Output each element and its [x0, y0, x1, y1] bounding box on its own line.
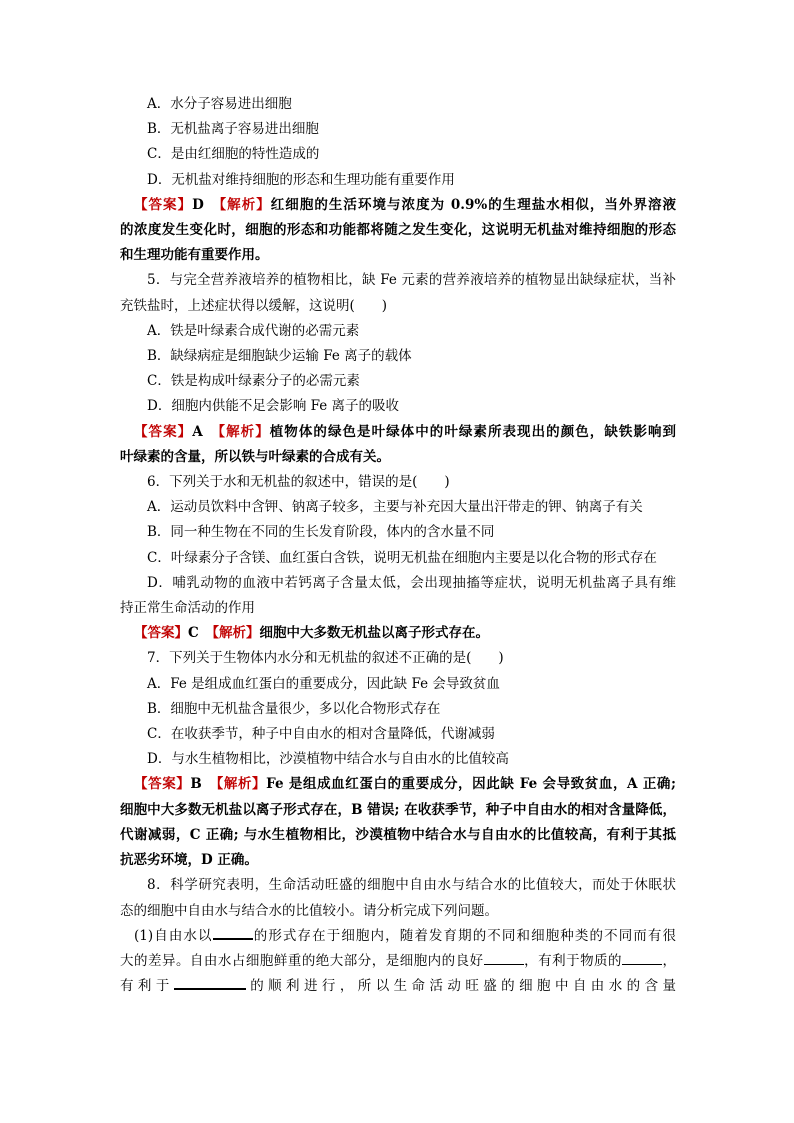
answer-blank[interactable] [174, 974, 246, 990]
q5-answer-line-1 [120, 420, 676, 445]
q6-option-a: A．运动员饮料中含钾、钠离子较多，主要与补充因大量出汗带走的钾、钠离子有关 [147, 499, 643, 516]
analysis-text: Fe 是组成血红蛋白的重要成分，因此缺 Fe 会导致贫血，A 正确; [266, 776, 677, 793]
q6-option-d-cont: 持正常生命活动的作用 [120, 600, 255, 617]
q7-analysis-line-2: 细胞中大多数无机盐以离子形式存在，B 错误; 在收获季节，种子中自由水的相对含量降低， [120, 801, 676, 818]
q8-text: ， [662, 952, 677, 969]
q7-stem: 7．下列关于生物体内水分和无机盐的叙述不正确的是( ) [147, 650, 504, 667]
analysis-text: 细胞中大多数无机盐以离子形式存在。 [259, 625, 489, 642]
q6-option-c: C．叶绿素分子含镁、血红蛋白含铁，说明无机盐在细胞内主要是以化合物的形式存在 [147, 549, 657, 566]
analysis-tag: 【解析】 [218, 423, 270, 440]
q6-option-d: D．哺乳动物的血液中若钙离子含量太低，会出现抽搐等症状，说明无机盐离子具有维 [147, 574, 676, 591]
q8-text: ，有利于物质的 [523, 952, 623, 969]
q5-option-d: D．细胞内供能不足会影响 Fe 离子的吸收 [147, 398, 400, 415]
answer-blank[interactable] [213, 924, 253, 940]
answer-blank[interactable] [622, 950, 662, 965]
q8-text: 的形式存在于细胞内，随着发育期的不同和细胞种类的不同而有很 [252, 927, 677, 944]
answer-letter: A [192, 423, 203, 440]
q4-option-a: A．水分子容易进出细胞 [147, 96, 292, 112]
q7-option-a: A．Fe 是组成血红蛋白的重要成分，因此缺 Fe 会导致贫血 [147, 675, 500, 692]
answer-letter: D [192, 196, 204, 213]
answer-tag: 【答案】 [134, 423, 193, 440]
answer-blank[interactable] [484, 950, 524, 965]
q5-option-b: B．缺绿病症是细胞缺少运输 Fe 离子的载体 [147, 348, 412, 365]
analysis-tag: 【解析】 [219, 196, 271, 213]
analysis-tag: 【解析】 [216, 776, 267, 793]
document-page [120, 92, 676, 999]
q5-option-a: A．铁是叶绿素合成代谢的必需元素 [147, 322, 360, 339]
q8-part1-line-2 [120, 949, 676, 974]
q4-analysis-line-2: 的浓度发生变化时，细胞的形态和功能都将随之发生变化，这说明无机盐对维持细胞的形态 [120, 222, 676, 239]
q4-option-c: C．是由红细胞的特性造成的 [147, 146, 320, 163]
q5-analysis-line-2: 叶绿素的含量，所以铁与叶绿素的合成有关。 [120, 448, 390, 465]
q8-part1-line-1 [120, 924, 676, 949]
q7-analysis-line-4: 抗恶劣环境，D 正确。 [120, 852, 258, 869]
q4-option-b: B．无机盐离子容易进出细胞 [147, 121, 319, 138]
q8-text: (1)自由水以 [134, 927, 213, 944]
q7-analysis-line-3: 代谢减弱，C 正确; 与水生植物相比，沙漠植物中结合水与自由水的比值较高，有利于其抵 [120, 826, 676, 843]
q7-answer-line-1 [120, 772, 676, 797]
q6-stem: 6．下列关于水和无机盐的叙述中，错误的是( ) [147, 474, 450, 491]
q5-stem-line-2: 充铁盐时，上述症状得以缓解，这说明( ) [120, 297, 388, 314]
q4-analysis-line-3: 和生理功能有重要作用。 [120, 247, 269, 264]
q5-stem-line-1: 5．与完全营养液培养的植物相比，缺 Fe 元素的营养液培养的植物显出缺绿症状，当补 [147, 272, 676, 289]
analysis-text: 植物体的绿色是叶绿体中的叶绿素所表现出的颜色，缺铁影响到 [269, 423, 677, 440]
answer-letter: B [190, 776, 202, 793]
analysis-tag: 【解析】 [212, 625, 260, 642]
q8-part1-line-3 [120, 974, 676, 999]
answer-tag: 【答案】 [134, 625, 188, 642]
answer-tag: 【答案】 [134, 776, 191, 793]
q6-option-b: B．同一种生物在不同的生长发育阶段，体内的含水量不同 [147, 524, 495, 541]
answer-tag: 【答案】 [134, 196, 193, 213]
q6-answer-line-1 [120, 621, 676, 646]
q5-option-c: C．铁是构成叶绿素分子的必需元素 [147, 373, 360, 390]
q7-option-d: D．与水生植物相比，沙漠植物中结合水与自由水的比值较高 [147, 751, 509, 768]
q8-stem-line-1: 8．科学研究表明，生命活动旺盛的细胞中自由水与结合水的比值较大，而处于休眠状 [147, 877, 676, 894]
q4-answer-line-1 [120, 193, 676, 218]
q4-option-d: D．无机盐对维持细胞的形态和生理功能有重要作用 [147, 171, 455, 188]
analysis-text: 红细胞的生活环境与浓度为 0.9%的生理盐水相似，当外界溶液 [270, 196, 677, 213]
q8-text: 的顺利进行，所以生命活动旺盛的细胞中自由水的含量 [245, 978, 677, 995]
q7-option-c: C．在收获季节，种子中自由水的相对含量降低，代谢减弱 [147, 726, 495, 743]
q8-text: 大的差异。自由水占细胞鲜重的绝大部分，是细胞内的良好 [120, 952, 484, 969]
q7-option-b: B．细胞中无机盐含量很少，多以化合物形式存在 [147, 700, 441, 717]
answer-letter: C [188, 625, 199, 642]
q8-stem-line-2: 态的细胞中自由水与结合水的比值较小。请分析完成下列问题。 [120, 902, 498, 919]
q8-text: 有利于 [120, 978, 174, 995]
